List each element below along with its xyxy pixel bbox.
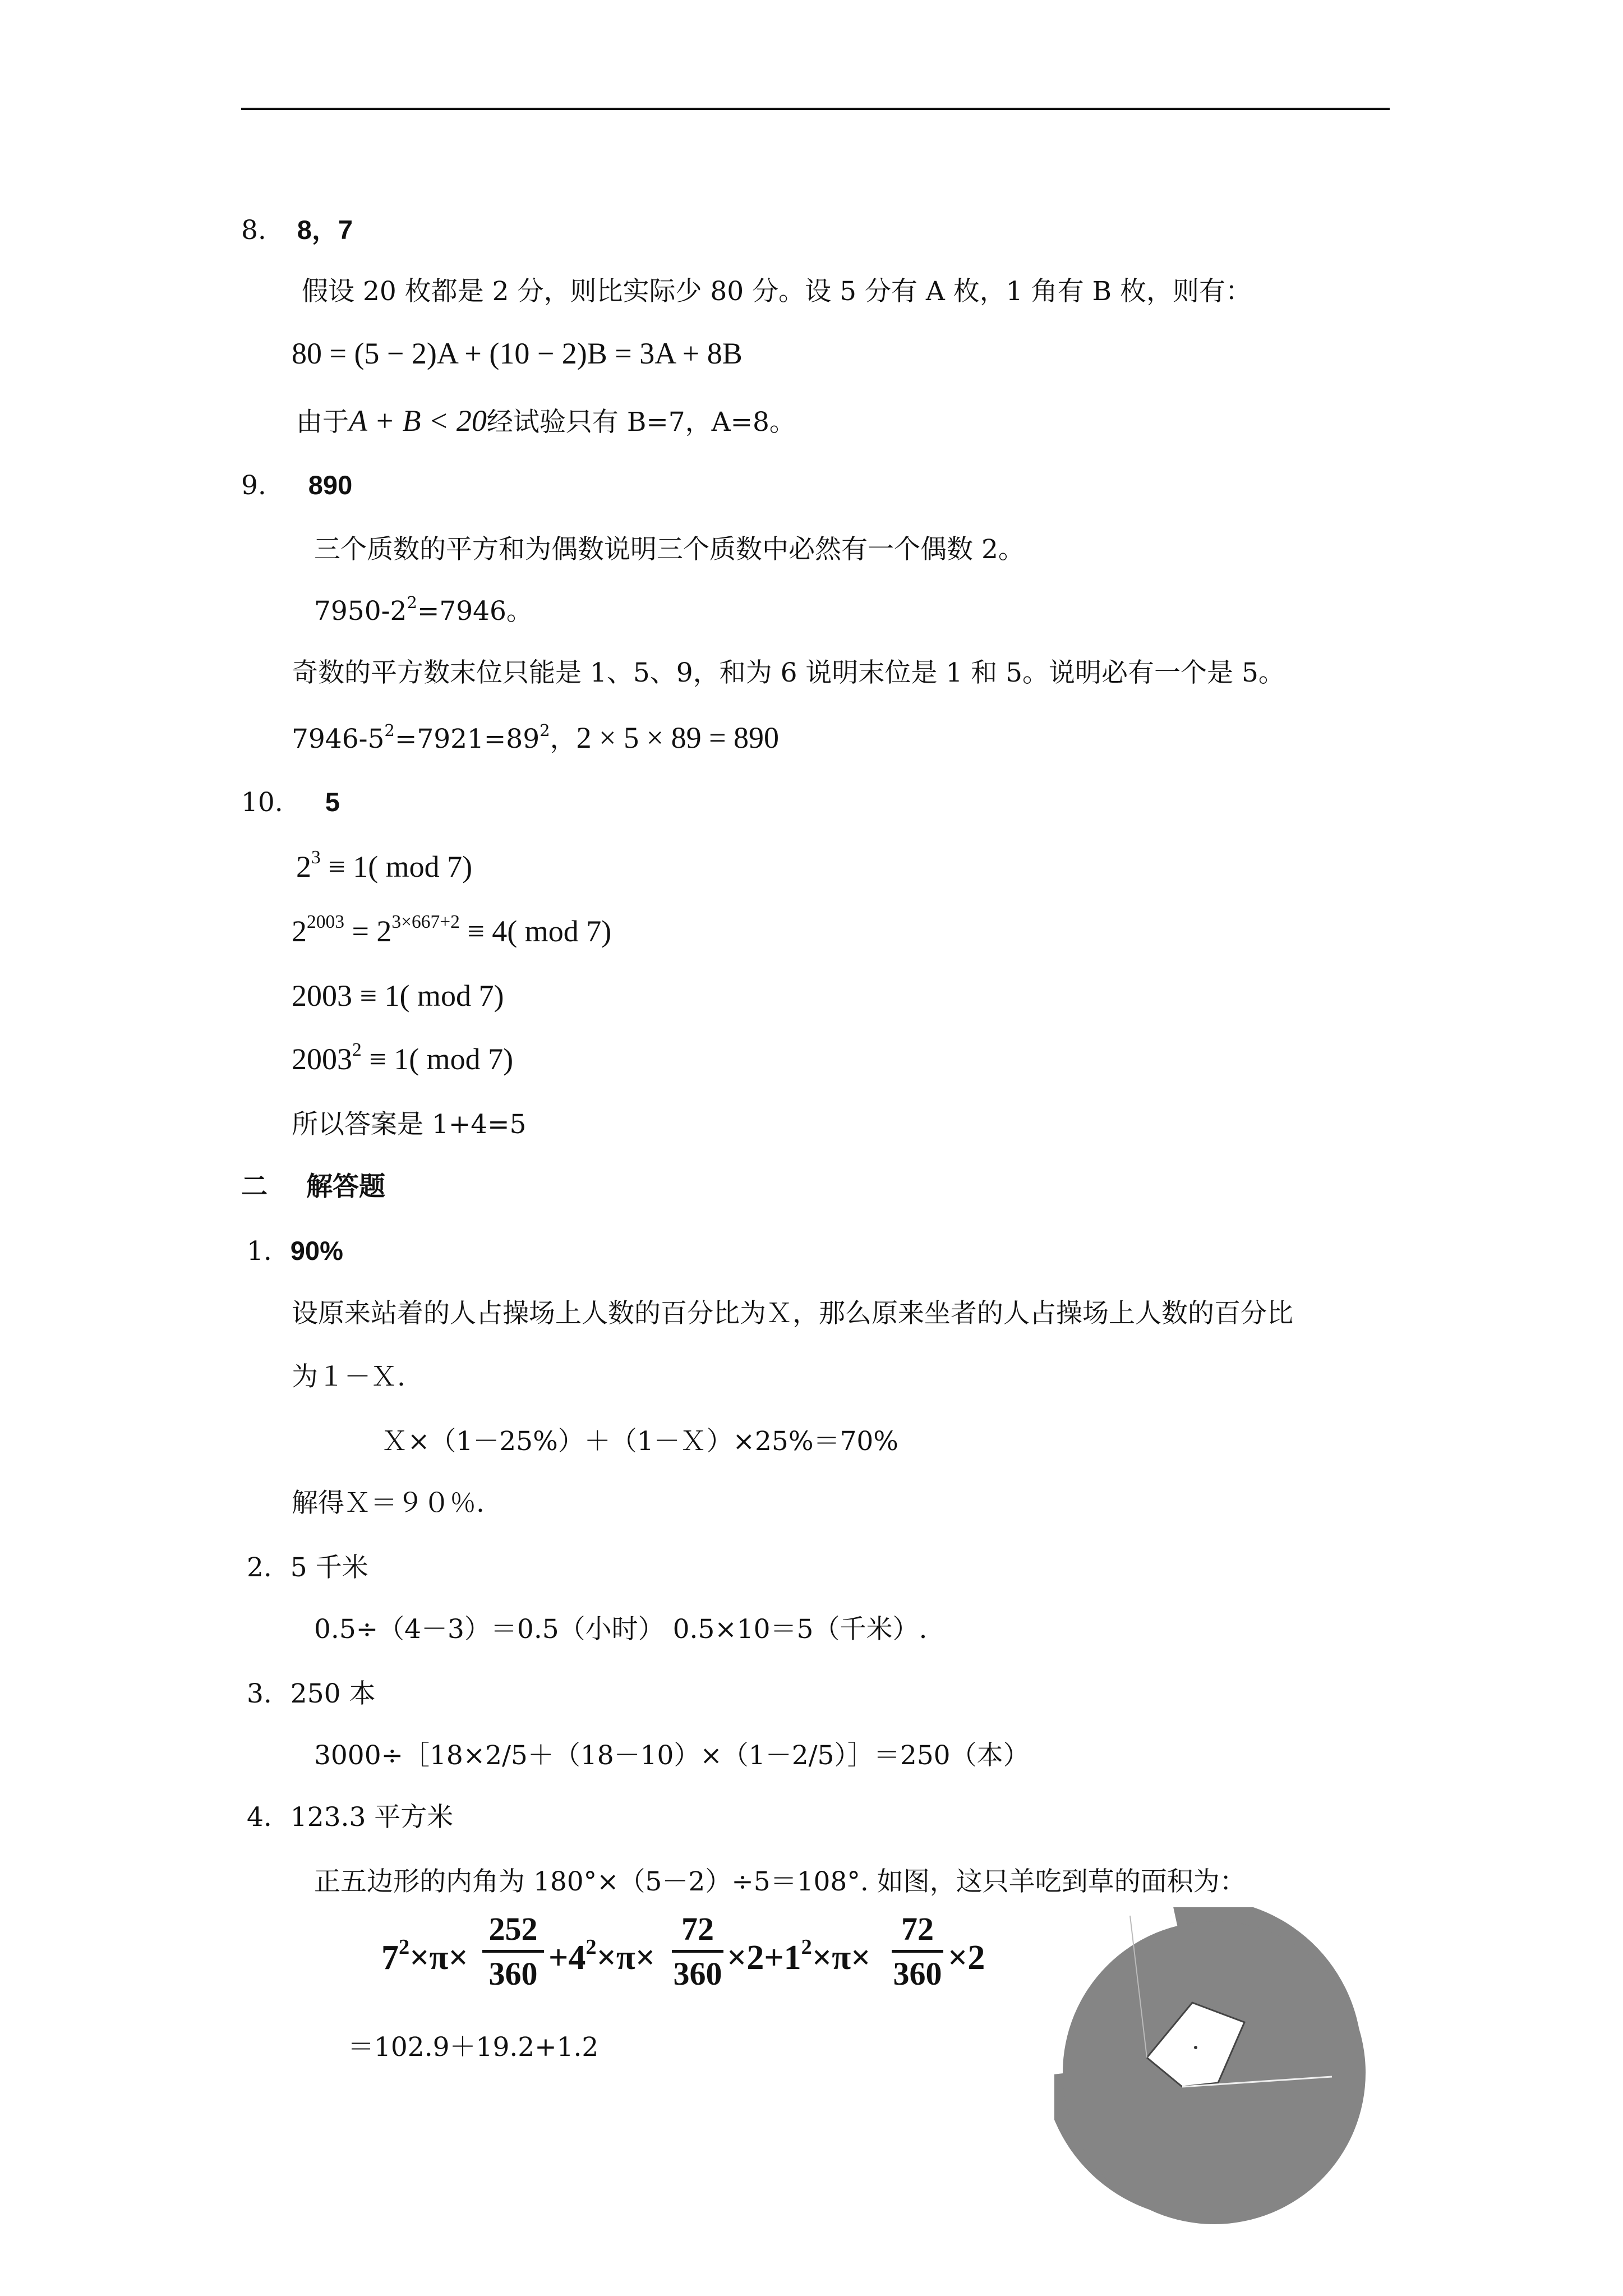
superscript: 2 bbox=[801, 1935, 812, 1959]
text: = 2 bbox=[344, 914, 392, 948]
superscript: 2 bbox=[585, 1935, 597, 1959]
fraction-72-360 bbox=[892, 1910, 943, 1993]
question-1-equation: Ｘ×（1－25%）＋（1－Ｘ）×25%＝70% bbox=[381, 1426, 898, 1457]
text: ≡ 1( mod 7) bbox=[320, 850, 473, 884]
text: 7946-5 bbox=[292, 724, 385, 754]
numerator: 252 bbox=[488, 1911, 538, 1947]
text: =7946。 bbox=[417, 596, 533, 627]
text: 7950-2 bbox=[314, 596, 407, 627]
question-answer: 5 千米 bbox=[290, 1552, 368, 1583]
question-number: 3. bbox=[247, 1678, 272, 1709]
fraction-bar bbox=[482, 1950, 544, 1953]
question-1-text-2: 为１－Ｘ. bbox=[292, 1361, 405, 1392]
text: ≡ 4( mod 7) bbox=[459, 914, 612, 948]
formula-term-1 bbox=[381, 1935, 468, 1978]
superscript: 3×667+2 bbox=[391, 911, 460, 932]
question-1-heading bbox=[247, 1234, 343, 1268]
text: ， bbox=[550, 724, 577, 754]
question-1-result: 解得Ｘ＝９０％. bbox=[292, 1488, 485, 1519]
question-2-heading bbox=[247, 1551, 368, 1585]
superscript: 2 bbox=[384, 720, 395, 740]
formula-term-2 bbox=[548, 1935, 656, 1978]
numerator: 72 bbox=[901, 1911, 934, 1947]
problem-number: 9. bbox=[241, 470, 266, 501]
text: ×π× bbox=[811, 1939, 871, 1977]
fraction-bar bbox=[892, 1950, 943, 1953]
question-3-solution: 3000÷［18×2/5＋（18－10）×（1－2/5）］＝250（本） bbox=[314, 1740, 1030, 1771]
congruence-2 bbox=[292, 911, 612, 948]
numerator: 72 bbox=[681, 1911, 714, 1947]
superscript: 2003 bbox=[307, 911, 344, 932]
question-number: 1. bbox=[247, 1236, 272, 1267]
formula-end: ×2 bbox=[948, 1939, 985, 1977]
fraction-72-360 bbox=[672, 1910, 723, 1993]
math-inline: 2 × 5 × 89 = 890 bbox=[576, 721, 780, 754]
text: +4 bbox=[548, 1939, 586, 1977]
superscript: 2 bbox=[407, 592, 417, 612]
fraction-252-360 bbox=[482, 1910, 544, 1993]
text: 2 bbox=[292, 914, 307, 948]
grazing-area-figure bbox=[1054, 1907, 1374, 2233]
problem-9-text-4 bbox=[292, 721, 779, 756]
denominator: 360 bbox=[488, 1955, 538, 1992]
problem-10-conclusion: 所以答案是 1+4=5 bbox=[292, 1109, 527, 1140]
problem-answer: 8，7 bbox=[297, 215, 353, 245]
problem-number: 8. bbox=[241, 215, 266, 246]
text: 由于 bbox=[296, 407, 349, 438]
section-2-heading bbox=[241, 1170, 385, 1203]
text: ×2+1 bbox=[727, 1939, 801, 1977]
congruence-1 bbox=[296, 846, 473, 884]
denominator: 360 bbox=[893, 1955, 942, 1992]
problem-9-heading bbox=[241, 468, 352, 503]
problem-number: 10. bbox=[241, 787, 283, 818]
header-rule bbox=[241, 108, 1390, 110]
text: ≡ 1( mod 7) bbox=[361, 1042, 514, 1076]
problem-8-text-1: 假设 20 枚都是 2 分，则比实际少 80 分。设 5 分有 A 枚，1 角有 B 枚，则有： bbox=[302, 276, 1252, 307]
problem-answer: 5 bbox=[325, 787, 340, 817]
section-number: 二 bbox=[241, 1171, 268, 1201]
text: =7921=89 bbox=[394, 724, 540, 754]
problem-8-heading bbox=[241, 213, 353, 247]
problem-9-text-1: 三个质数的平方和为偶数说明三个质数中必然有一个偶数 2。 bbox=[314, 534, 1025, 565]
problem-8-equation: 80 = (5 − 2)A + (10 − 2)B = 3A + 8B bbox=[292, 337, 743, 370]
text: 2 bbox=[296, 850, 311, 884]
question-answer: 250 本 bbox=[290, 1678, 376, 1709]
question-4-result: ＝102.9＋19.2+1.2 bbox=[348, 2032, 599, 2063]
superscript: 2 bbox=[352, 1039, 362, 1060]
superscript: 3 bbox=[311, 846, 321, 868]
text: ×π× bbox=[409, 1939, 468, 1977]
question-answer: 90% bbox=[290, 1236, 343, 1266]
question-2-solution: 0.5÷（4－3）＝0.5（小时） 0.5×10＝5（千米）. bbox=[314, 1614, 928, 1645]
congruence-3: 2003 ≡ 1( mod 7) bbox=[292, 979, 504, 1013]
problem-9-text-2 bbox=[314, 592, 533, 628]
problem-9-text-3: 奇数的平方数末位只能是 1、5、9，和为 6 说明末位是 1 和 5。说明必有一个是 5。 bbox=[292, 657, 1285, 688]
formula-term-3 bbox=[727, 1935, 871, 1978]
question-1-text-1: 设原来站着的人占操场上人数的百分比为Ｘ，那么原来坐者的人占操场上人数的百分比 bbox=[292, 1298, 1293, 1329]
denominator: 360 bbox=[673, 1955, 722, 1992]
superscript: 2 bbox=[540, 720, 550, 740]
text: 经试验只有 B=7，A=8。 bbox=[486, 407, 796, 438]
section-title: 解答题 bbox=[306, 1171, 386, 1201]
problem-answer: 890 bbox=[308, 470, 353, 500]
center-dot bbox=[1194, 2046, 1197, 2049]
superscript: 2 bbox=[399, 1935, 410, 1959]
problem-10-heading bbox=[241, 785, 340, 820]
fraction-bar bbox=[672, 1950, 723, 1953]
question-number: 2. bbox=[247, 1552, 272, 1583]
congruence-4 bbox=[292, 1039, 514, 1076]
text: ×π× bbox=[596, 1939, 656, 1977]
math-inline: A + B < 20 bbox=[349, 404, 487, 438]
question-number: 4. bbox=[247, 1802, 272, 1833]
text: 2003 bbox=[292, 1042, 352, 1076]
question-answer: 123.3 平方米 bbox=[290, 1802, 454, 1833]
question-4-text: 正五边形的内角为 180°×（5－2）÷5＝108°. 如图，这只羊吃到草的面积为： bbox=[314, 1866, 1246, 1897]
text: 7 bbox=[381, 1939, 399, 1977]
question-3-heading bbox=[247, 1677, 375, 1711]
question-4-heading bbox=[247, 1801, 453, 1834]
problem-8-text-2 bbox=[296, 404, 796, 439]
